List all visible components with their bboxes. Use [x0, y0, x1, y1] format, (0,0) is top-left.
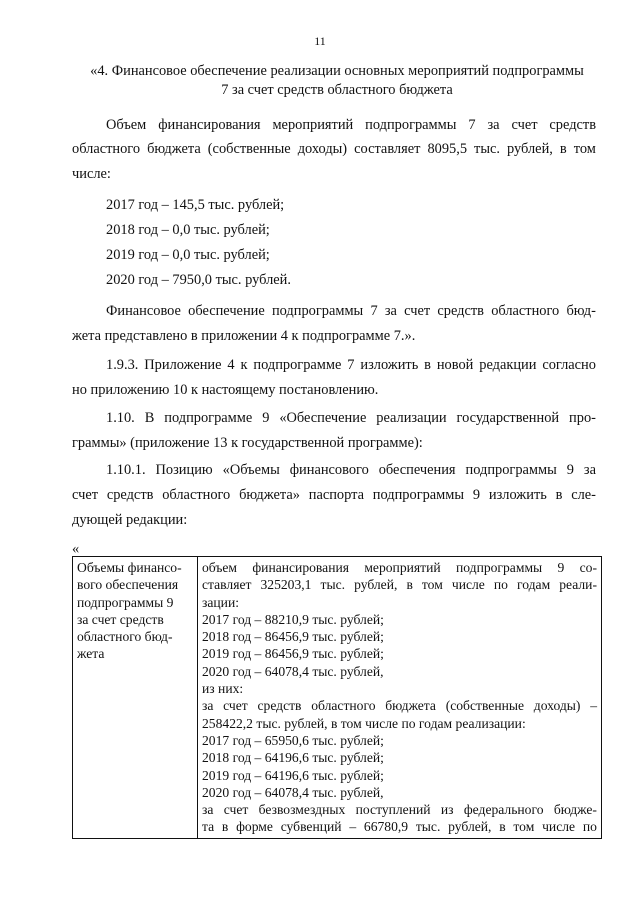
para1-line2 — [72, 141, 596, 158]
word: 66780,9 — [363, 819, 409, 835]
word: 9 — [472, 487, 481, 503]
word: за — [583, 462, 596, 478]
para1-line3: числе: — [72, 166, 111, 182]
para2-line2: жета представлено в приложении 4 к подпрограмме 7.». — [72, 328, 416, 344]
value-line: из них: — [202, 681, 244, 697]
word: средств — [437, 303, 484, 319]
word: федерального — [463, 802, 544, 818]
word: областного — [162, 487, 231, 503]
word: счет — [223, 698, 248, 714]
word: мероприятий — [272, 117, 354, 133]
word: редакции — [479, 357, 537, 373]
word: за — [202, 698, 214, 714]
word: по — [582, 819, 597, 835]
value-line: 2019 год – 64196,6 тыс. рублей; — [202, 767, 384, 783]
value-line: 2018 год – 86456,9 тыс. рублей; — [202, 629, 384, 645]
word: 1.9.3. — [106, 357, 139, 373]
word: 7 — [370, 303, 378, 319]
label-line: за счет средств — [77, 611, 164, 627]
word: тыс. — [474, 141, 500, 157]
word: числе — [542, 819, 576, 835]
word: в — [424, 357, 431, 373]
word: подпрограмме — [253, 357, 342, 373]
word: ставляет — [202, 577, 252, 593]
word: объем — [202, 560, 238, 575]
word: мероприятий — [364, 560, 441, 575]
word: счет — [404, 303, 431, 319]
word: бюджета — [385, 698, 436, 714]
word: том — [421, 577, 443, 593]
label-line: вого обеспечения — [77, 577, 179, 593]
word: обеспечения — [378, 462, 456, 478]
word: 7 — [347, 357, 355, 373]
table-label-cell — [73, 557, 198, 839]
value-line: зации: — [202, 594, 240, 610]
value-line: 2017 год – 65950,6 тыс. рублей; — [202, 732, 384, 748]
word: Финансовое — [106, 303, 181, 319]
word: составляет — [354, 141, 421, 157]
word: тыс. — [320, 577, 346, 593]
word: новой — [436, 357, 474, 373]
para2-line1 — [106, 303, 596, 320]
word: 7 — [468, 117, 476, 133]
word: рублей, — [354, 577, 398, 593]
word: – — [590, 698, 597, 714]
para3-line2: но приложению 10 к настоящему постановлению. — [72, 382, 379, 398]
para4-line1 — [106, 410, 596, 427]
word: за — [487, 117, 500, 133]
word: областного — [491, 303, 560, 319]
value-line: 2020 год – 64078,4 тыс. рублей, — [202, 663, 384, 679]
word: доходы) — [533, 698, 581, 714]
label-line: подпрограммы 9 — [77, 594, 174, 610]
value-line — [202, 818, 597, 835]
word: со- — [579, 560, 597, 575]
label-line: жета — [77, 646, 105, 662]
word: поступлений — [355, 802, 431, 818]
word: подпрограмме — [164, 410, 253, 426]
word: обеспечение — [188, 303, 265, 319]
label-line: Объемы финансо- — [77, 560, 182, 575]
word: областного — [72, 141, 141, 157]
word: 325203,1 — [260, 577, 312, 593]
word: реали- — [559, 577, 597, 593]
year-item: 2020 год – 7950,0 тыс. рублей. — [106, 272, 291, 288]
word: реализации — [376, 410, 447, 426]
word: том — [573, 141, 596, 157]
value-line: 2019 год – 86456,9 тыс. рублей; — [202, 646, 384, 662]
word: государственной — [456, 410, 560, 426]
word: в — [499, 819, 506, 835]
word: подпрограммы — [455, 560, 543, 575]
value-line: 2017 год – 88210,9 тыс. рублей; — [202, 611, 384, 627]
word: к — [240, 357, 248, 373]
word: финансирования — [252, 560, 350, 575]
word: за — [202, 802, 214, 818]
word: бюджета» — [239, 487, 300, 503]
year-item: 2017 год – 145,5 тыс. рублей; — [106, 197, 285, 213]
word: доходы) — [297, 141, 348, 157]
word: финансирования — [158, 117, 261, 133]
word: в — [221, 819, 229, 835]
word: числе — [451, 577, 485, 593]
word: в — [555, 487, 563, 503]
para4-line2: граммы» (приложение 13 к государственной программе): — [72, 435, 423, 451]
word: «Объемы — [222, 462, 280, 478]
word: подпрограммы — [372, 487, 465, 503]
word: в — [406, 577, 413, 593]
word: Позицию — [155, 462, 213, 478]
word: форме — [236, 819, 273, 835]
word: В — [144, 410, 155, 426]
word: 1.10. — [106, 410, 135, 426]
para5-line2 — [72, 487, 596, 504]
word: безвозмездных — [258, 802, 346, 818]
word: тыс. — [415, 819, 441, 835]
para1-line1 — [106, 117, 596, 134]
word: Объем — [106, 117, 147, 133]
table-row — [73, 557, 602, 839]
word: за — [384, 303, 397, 319]
para3-line1 — [106, 357, 596, 374]
value-line — [202, 559, 597, 576]
table-value-cell — [198, 557, 602, 839]
word: подпрограммы — [465, 462, 557, 478]
para5-line1 — [106, 462, 596, 479]
word: изложить — [488, 487, 547, 503]
word: 9 — [566, 462, 574, 478]
word: по — [493, 577, 508, 593]
value-line — [202, 801, 597, 818]
word: (собственные — [445, 698, 525, 714]
value-line — [202, 576, 597, 593]
word: бюдже- — [553, 802, 597, 818]
word: подпрограммы — [365, 117, 457, 133]
heading-line-1: «4. Финансовое обеспечение реализации основных мероприятий подпрограммы — [90, 63, 584, 79]
passport-table — [72, 556, 602, 839]
word: средств — [106, 487, 154, 503]
year-item: 2019 год – 0,0 тыс. рублей; — [106, 247, 270, 263]
word: из — [440, 802, 454, 818]
word: изложить — [360, 357, 419, 373]
word: 8095,5 — [427, 141, 468, 157]
word: про- — [569, 410, 596, 426]
word: Приложение — [144, 357, 222, 373]
word: 4 — [227, 357, 235, 373]
page-number: 11 — [314, 34, 326, 48]
word: та — [202, 819, 215, 835]
year-item: 2018 год – 0,0 тыс. рублей; — [106, 222, 270, 238]
word: рублей, — [448, 819, 492, 835]
word: подпрограммы — [271, 303, 364, 319]
word: том — [513, 819, 535, 835]
word: счет — [223, 802, 249, 818]
word: финансового — [289, 462, 369, 478]
word: бюджета — [147, 141, 201, 157]
word: областного — [311, 698, 376, 714]
label-line: областного бюд- — [77, 629, 173, 645]
word: счет — [72, 487, 99, 503]
word: сле- — [571, 487, 596, 503]
word: 9 — [262, 410, 270, 426]
value-line: 258422,2 тыс. рублей, в том числе по годам реализации: — [202, 715, 526, 731]
word: в — [559, 141, 567, 157]
word: средств — [257, 698, 302, 714]
value-line — [202, 697, 597, 714]
heading-line-2: 7 за счет средств областного бюджета — [221, 82, 453, 98]
word: паспорта — [308, 487, 364, 503]
word: (собственные — [207, 141, 291, 157]
word: 9 — [557, 560, 565, 575]
word: счет — [511, 117, 538, 133]
word: средств — [549, 117, 596, 133]
value-line: 2018 год – 64196,6 тыс. рублей; — [202, 750, 384, 766]
word: согласно — [542, 357, 596, 373]
word: годам — [517, 577, 551, 593]
value-line: 2020 год – 64078,4 тыс. рублей, — [202, 784, 384, 800]
para5-line3: дующей редакции: — [72, 512, 188, 528]
word: рублей, — [507, 141, 553, 157]
section-heading — [72, 62, 602, 100]
word: субвенций — [280, 819, 342, 835]
word: – — [349, 819, 357, 835]
word: «Обеспечение — [279, 410, 367, 426]
word: 1.10.1. — [106, 462, 146, 478]
opening-quote: « — [72, 541, 80, 557]
word: бюд- — [566, 303, 596, 319]
